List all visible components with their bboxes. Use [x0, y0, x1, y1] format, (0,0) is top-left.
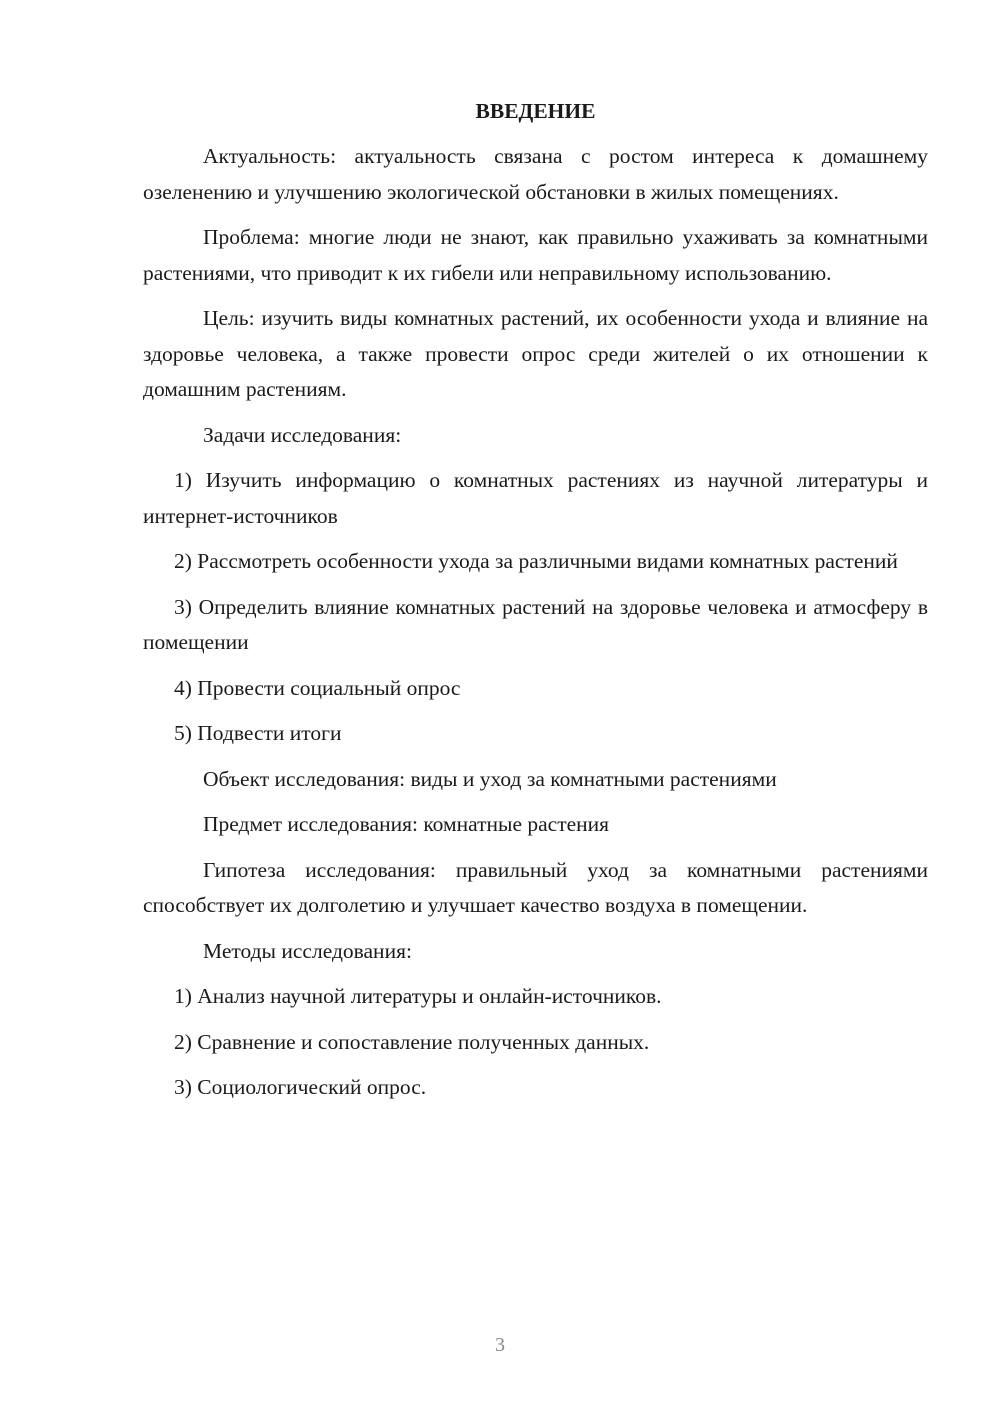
- goal-paragraph: Цель: изучить виды комнатных растений, их особенности ухода и влияние на здоровье человека, а также провести опрос среди жителей о их отношении к домашним растениям.: [143, 306, 928, 401]
- task-item: 3) Определить влияние комнатных растений на здоровье человека и атмосферу в помещении: [143, 594, 928, 654]
- page-number: 3: [495, 1334, 505, 1356]
- method-item: 1) Анализ научной литературы и онлайн-источников.: [174, 984, 662, 1008]
- relevance-paragraph: Актуальность: актуальность связана с ростом интереса к домашнему озеленению и улучшению экологической обстановки в жилых помещениях.: [143, 144, 928, 204]
- hypothesis-paragraph: Гипотеза исследования: правильный уход за комнатными растениями способствует их долголетию и улучшает качество воздуха в помещении.: [143, 857, 928, 917]
- task-item: 5) Подвести итоги: [174, 721, 342, 745]
- tasks-heading: Задачи исследования:: [203, 422, 402, 447]
- object-line: Объект исследования: виды и уход за комнатными растениями: [203, 766, 777, 791]
- page-title: ВВЕДЕНИЕ: [475, 99, 596, 123]
- document-page: [143, 96, 928, 1116]
- task-item: 2) Рассмотреть особенности ухода за различными видами комнатных растений: [174, 549, 898, 573]
- task-item: 1) Изучить информацию о комнатных растениях из научной литературы и интернет-источников: [143, 468, 928, 528]
- methods-heading: Методы исследования:: [203, 938, 412, 963]
- problem-paragraph: Проблема: многие люди не знают, как правильно ухаживать за комнатными растениями, что приводит к их гибели или неправильному использованию.: [143, 225, 928, 285]
- subject-line: Предмет исследования: комнатные растения: [203, 812, 610, 836]
- method-item: 3) Социологический опрос.: [174, 1075, 427, 1099]
- method-item: 2) Сравнение и сопоставление полученных данных.: [174, 1029, 650, 1054]
- task-item: 4) Провести социальный опрос: [174, 675, 461, 700]
